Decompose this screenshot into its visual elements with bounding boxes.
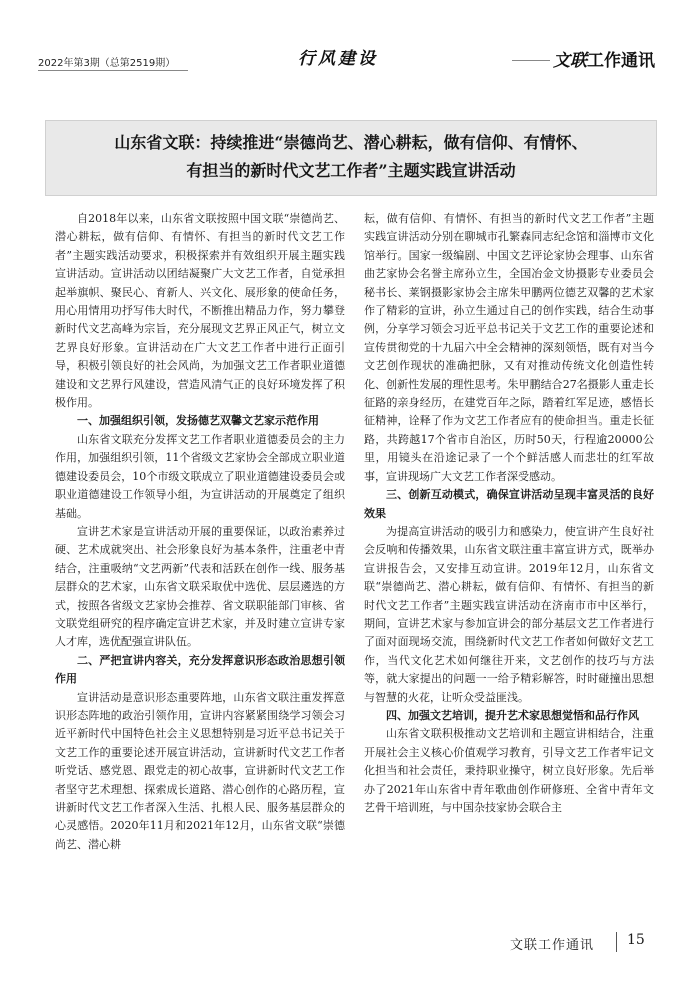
body-column-left [55,210,345,854]
body-paragraph: 宣讲艺术家是宣讲活动开展的重要保证，以政治素养过硬、艺术成就突出、社会形象良好为基本条件，注重老中青结合，注重吸纳“文艺两新”代表和活跃在创作一线、服务基层群众的艺术家，山东省文联采取优中选优、层层遴选的方式，按照各省级文艺家协会推荐、省文联职能部门审核、省文联党组研究的程序确定宣讲艺术家，并及时建立宣讲专家人才库，选优配强宣讲队伍。 [55,524,345,649]
body-paragraph: 山东省文联积极推动文艺培训和主题宣讲相结合，注重开展社会主义核心价值观学习教育，引导文艺工作者牢记文化担当和社会责任，秉持职业操守，树立良好形象。先后举办了2021年山东省中青年歌曲创作研修班、全省中青年文艺骨干培训班，与中国杂技家协会联合主 [364,727,654,814]
header-rule-right [512,60,550,61]
article-title-line-1: 山东省文联：持续推进“崇德尚艺、潜心耕耘，做有信仰、有情怀、 [114,133,588,152]
header-rule-left [38,70,188,71]
logo-wenlian: 文联 [553,51,587,71]
body-paragraph: 山东省文联充分发挥文艺工作者职业道德委员会的主力作用，加强组织引领，11个省级文艺家协会全部成立职业道德建设委员会，10个市级文联成立了职业道德建设委员会或职业道德建设工作领导小组，为宣讲活动的开展奠定了组织基础。 [55,432,345,520]
body-paragraph: 宣讲活动是意识形态重要阵地，山东省文联注重发挥意识形态阵地的政治引领作用，宣讲内容紧紧围绕学习领会习近平新时代中国特色社会主义思想特别是习近平总书记关于文艺工作的重要论述开展宣讲活动，宣讲新时代文艺工作者听党话、感党恩、跟党走的初心故事，宣讲新时代文艺工作者坚守艺术理想、探索成长道路、潜心创作的心路历程，宣讲新时代文艺工作者深入生活、扎根人民、服务基层群众的心灵感悟。2020年11月和2021年12月，山东省文联“崇德尚艺、潜心耕 [55,690,345,851]
footer-publication-name: 文联工作通讯 [510,938,595,953]
section-heading: 三、创新互动模式，确保宣讲活动呈现丰富灵活的良好效果 [364,488,654,520]
logo-tongxun: 工作通讯 [587,51,655,71]
issue-number: 2022年第3期（总第2519期） [38,58,176,69]
section-heading: 一、加强组织引领，发扬德艺双馨文艺家示范作用 [77,414,319,428]
section-heading: 四、加强文艺培训，提升艺术家思想觉悟和品行作风 [386,708,639,722]
body-column-right [364,210,654,817]
page-number: 15 [627,932,645,948]
footer-divider [616,932,617,952]
section-heading: 二、严把宣讲内容关，充分发挥意识形态政治思想引领作用 [55,653,345,686]
section-title: 行风建设 [298,49,378,69]
body-paragraph: 为提高宣讲活动的吸引力和感染力，使宣讲产生良好社会反响和传播效果，山东省文联注重丰富宣讲方式，既举办宣讲报告会，又安排互动宣讲。2019年12月，山东省文联“崇德尚艺、潜心耕耘，做有信仰、有情怀、有担当的新时代文艺工作者”主题实践宣讲活动在济南市市中区举行，期间，宣讲艺术家与参加宣讲会的部分基层文艺工作者进行了面对面现场交流，围绕新时代文艺工作者如何做好文艺工作，当代文化艺术如何继往开来，文艺创作的技巧与方法等，就大家提出的问题一一给予精彩解答，时时碰撞出思想与智慧的火花，让听众受益匪浅。 [364,524,654,704]
publication-logo [553,46,655,71]
article-title-box [45,120,657,196]
article-title-line-2: 有担当的新时代文艺工作者”主题实践宣讲活动 [186,161,516,180]
body-paragraph: 自2018年以来，山东省文联按照中国文联“崇德尚艺、潜心耕耘，做有信仰、有情怀、有担当的新时代文艺工作者”主题实践活动要求，积极探索并有效组织开展主题实践宣讲活动。宣讲活动以团结凝聚广大文艺工作者，自觉承担起举旗帜、聚民心、育新人、兴文化、展形象的使命任务，用心用情用功抒写伟大时代，不断推出精品力作，努力攀登新时代文艺高峰为宗旨，充分展现文艺界正风正气，树立文艺界良好形象。宣讲活动在广大文艺工作者中进行正面引导，积极引领良好的社会风尚，为加强文艺工作者职业道德建设和文艺界行风建设，营造风清气正的良好环境发挥了积极作用。 [55,212,345,410]
body-paragraph: 耘，做有信仰、有情怀、有担当的新时代文艺工作者”主题实践宣讲活动分别在聊城市孔繁森同志纪念馆和淄博市文化馆举行。国家一级编剧、中国文艺评论家协会理事、山东省曲艺家协会名誉主席孙立生，全国冶金文协摄影专业委员会秘书长、莱钢摄影家协会主席朱甲鹏两位德艺双馨的艺术家作了精彩的宣讲，孙立生通过自己的创作实践，结合生动事例，分享学习领会习近平总书记关于文艺工作的重要论述和宣传贯彻党的十九届六中全会精神的深刻领悟，既有对当今文艺创作现状的准确把脉，又有对推动传统文化创造性转化、创新性发展的理性思考。朱甲鹏结合27名摄影人重走长征路的亲身经历，在建党百年之际，踏着红军足迹，感悟长征精神，诠释了作为文艺工作者应有的使命担当。重走长征路，共跨越17个省市自治区，历时50天，行程逾20000公里，用镜头在沿途记录了一个个鲜活感人而悲壮的红军故事，宣讲现场广大文艺工作者深受感动。 [364,212,654,483]
